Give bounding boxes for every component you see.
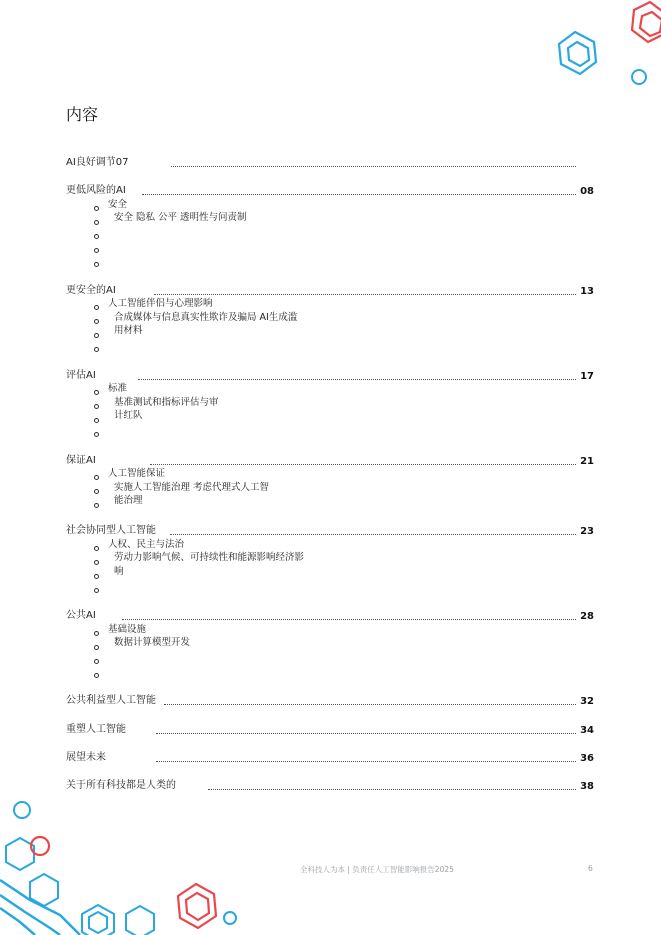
bullet-icon [94,404,99,409]
toc-sub-line: 标准 [108,383,128,394]
toc-leader-dots [208,789,576,790]
bullet-icon [94,234,99,239]
bullet-icon [94,645,99,650]
toc-leader-dots [156,733,576,734]
toc-leader-dots [150,464,576,465]
toc-entry-title: 保证AI [66,455,96,466]
toc-entry-page: 08 [580,186,594,197]
toc-sub-line: 响 [114,566,124,577]
toc-entry[interactable] [66,723,594,739]
toc-sub-line: 用材料 [114,325,143,336]
toc-entry[interactable] [66,694,594,710]
bullet-icon [94,418,99,423]
toc-sub-line: 安全 隐私 公平 透明性与问责制 [114,212,247,223]
footer-page-number: 6 [588,864,593,873]
toc-sub-line: 实施人工智能治理 考虑代理式人工智 [114,482,270,493]
toc-leader-dots [164,704,576,705]
toc-sub-line: 人工智能伴侣与心理影响 [108,298,213,309]
bullet-icon [94,206,99,211]
bullet-icon [94,347,99,352]
toc-leader-dots [156,761,576,762]
toc-entry-title: 公共AI [66,610,96,621]
toc-leader-dots [142,194,576,195]
bullet-icon [94,673,99,678]
bullet-icon [94,248,99,253]
bullet-icon [94,319,99,324]
toc-entry-title: 重塑人工智能 [66,724,126,735]
toc-leader-dots [171,166,576,167]
bullet-icon [94,333,99,338]
toc-sub-line: 数据计算模型开发 [114,637,191,648]
bullet-icon [94,503,99,508]
bullet-icon [94,489,99,494]
toc-entry-title: 公共利益型人工智能 [66,695,156,706]
toc-entry-page: 13 [580,286,594,297]
toc-sub-line: 计红队 [114,410,143,421]
toc-entry-page: 34 [580,725,594,736]
bullet-icon [94,560,99,565]
toc-entry-title: 评估AI [66,370,96,381]
toc-entry-page: 38 [580,781,594,792]
toc-entry-title: 更低风险的AI [66,185,126,196]
toc-entry-title: 更安全的AI [66,285,116,296]
toc-leader-dots [170,534,576,535]
toc-sub-line: 基准测试和指标评估与审 [114,397,219,408]
toc-entry-page: 28 [580,611,594,622]
bullet-icon [94,432,99,437]
toc-sub-line: 能治理 [114,495,143,506]
toc-entry[interactable] [66,156,594,172]
toc-entry-page: 23 [580,526,594,537]
toc-entry-page: 17 [580,371,594,382]
toc-entry-title: 展望未来 [66,752,106,763]
toc-sub-line: 基础设施 [108,624,147,635]
bullet-icon [94,305,99,310]
toc-entry[interactable] [66,779,594,795]
bullet-icon [94,574,99,579]
toc-sub-line: 人权、民主与法治 [108,539,185,550]
toc-entry[interactable] [66,369,594,385]
bullet-icon [94,546,99,551]
toc-entry-title: 关于所有科技都是人类的 [66,780,176,791]
toc-entry-page: 32 [580,696,594,707]
bullet-icon [94,262,99,267]
toc-entry[interactable] [66,751,594,767]
toc-entry-title: 社会协同型人工智能 [66,525,156,536]
toc-sub-line: 合成媒体与信息真实性欺诈及骗局 AI生成滥 [114,312,298,323]
bullet-icon [94,390,99,395]
bullet-icon [94,588,99,593]
toc-leader-dots [138,379,576,380]
toc-sub-line: 人工智能保证 [108,468,166,479]
bullet-icon [94,475,99,480]
footer-text: 全科技人为本 | 负责任人工智能影响报告2025 [300,865,454,874]
toc-entry[interactable] [66,184,594,200]
toc-entry-title: AI良好调节07 [66,157,129,168]
toc-entry-page: 21 [580,456,594,467]
toc-sub-line: 劳动力影响气候、可持续性和能源影响经济影 [114,552,305,563]
toc-leader-dots [154,294,576,295]
bullet-icon [94,659,99,664]
toc-sub-line: 安全 [108,199,128,210]
page-title: 内容 [66,105,99,124]
bullet-icon [94,631,99,636]
toc-entry-page: 36 [580,753,594,764]
bullet-icon [94,220,99,225]
toc-leader-dots [122,619,576,620]
